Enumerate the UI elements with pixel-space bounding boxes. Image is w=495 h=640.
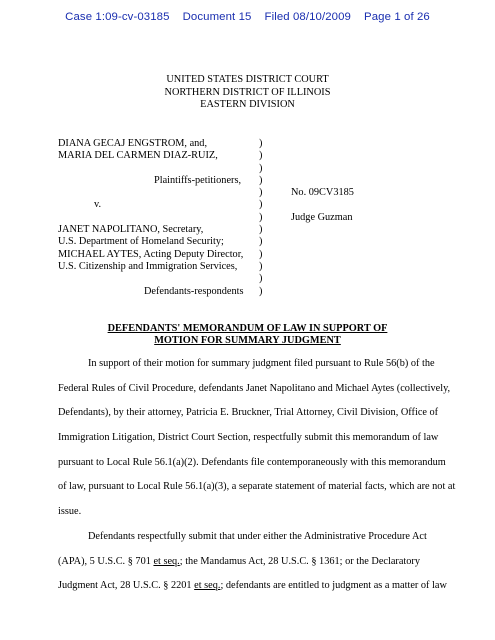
- body-line: In support of their motion for summary judgment filed pursuant to Rule 56(b) of the: [88, 358, 435, 369]
- caption-paren: ): [259, 162, 263, 174]
- court-district: NORTHERN DISTRICT OF ILLINOIS: [164, 86, 331, 98]
- caption-paren: ): [259, 248, 263, 260]
- caption-paren: ): [259, 138, 263, 149]
- body-line: [58, 574, 447, 599]
- defendant-agency: U.S. Department of Homeland Security;: [58, 236, 224, 248]
- judge-label: Judge Guzman: [291, 212, 353, 223]
- defendants-role: Defendants-respondents: [144, 285, 244, 297]
- caption-paren: ): [259, 224, 263, 236]
- body-line: of law, pursuant to Local Rule 56.1(a)(3), a separate statement of material facts, which are not at: [58, 481, 456, 493]
- court-name: UNITED STATES DISTRICT COURT: [166, 74, 329, 85]
- body-text-span: Judgment Act, 28 U.S.C. § 2201: [58, 580, 195, 592]
- body-text-span: ; defendants are entitled to judgment as a matter of law: [220, 580, 447, 592]
- body-text-span: ; the Mandamus Act, 28 U.S.C. § 1361; or the Declaratory: [179, 555, 420, 567]
- court-division: EASTERN DIVISION: [200, 99, 295, 111]
- et-seq-citation: et seq.: [153, 555, 180, 567]
- caption-paren: ): [259, 285, 263, 297]
- document-title: [0, 323, 495, 348]
- filed-date: Filed 08/10/2009: [264, 11, 351, 23]
- caption-paren: ): [259, 174, 263, 186]
- defendant-name: MICHAEL AYTES, Acting Deputy Director,: [58, 248, 244, 260]
- case-number: Case 1:09-cv-03185: [65, 11, 170, 23]
- caption-paren: ): [259, 150, 263, 162]
- case-number-label: No. 09CV3185: [291, 187, 354, 198]
- body-line: [58, 550, 443, 575]
- document-number: Document 15: [182, 11, 252, 23]
- ecf-filing-header: [0, 11, 495, 23]
- caption-parentheses: [259, 138, 262, 298]
- defendant-agency: U.S. Citizenship and Immigration Services,: [58, 260, 238, 272]
- case-caption-parties: [58, 138, 244, 298]
- body-line: issue.: [58, 506, 82, 518]
- body-line: Defendants respectfully submit that under either the Administrative Procedure Act: [88, 530, 427, 542]
- plaintiff-name: MARIA DEL CARMEN DIAZ-RUIZ,: [58, 150, 218, 162]
- page-indicator: Page 1 of 26: [364, 11, 430, 23]
- defendant-name: JANET NAPOLITANO, Secretary,: [58, 224, 204, 236]
- title-line: DEFENDANTS' MEMORANDUM OF LAW IN SUPPORT OF: [107, 323, 388, 334]
- memorandum-body: [58, 352, 456, 599]
- caption-paren: ): [259, 187, 263, 199]
- caption-paren: ): [259, 260, 263, 272]
- body-line: Defendants), by their attorney, Patricia E. Bruckner, Trial Attorney, Civil Division, Office of: [58, 407, 439, 419]
- body-text-span: (APA), 5 U.S.C. § 701: [58, 555, 154, 567]
- caption-paren: ): [259, 273, 263, 285]
- et-seq-citation: et seq.: [194, 580, 221, 592]
- plaintiff-name: DIANA GECAJ ENGSTROM, and,: [58, 138, 208, 149]
- caption-paren: ): [259, 199, 263, 211]
- body-line: Immigration Litigation, District Court Section, respectfully submit this memorandum of law: [58, 432, 439, 444]
- caption-paren: ): [259, 236, 263, 248]
- caption-paren: ): [259, 211, 263, 223]
- title-line: MOTION FOR SUMMARY JUDGMENT: [154, 335, 341, 347]
- body-line: Federal Rules of Civil Procedure, defendants Janet Napolitano and Michael Aytes (collectively,: [58, 382, 451, 394]
- body-line: pursuant to Local Rule 56.1(a)(2). Defendants file contemporaneously with this memorandum: [58, 456, 446, 468]
- versus-label: v.: [94, 199, 102, 211]
- plaintiffs-role: Plaintiffs-petitioners,: [154, 174, 242, 186]
- court-heading: [0, 74, 495, 112]
